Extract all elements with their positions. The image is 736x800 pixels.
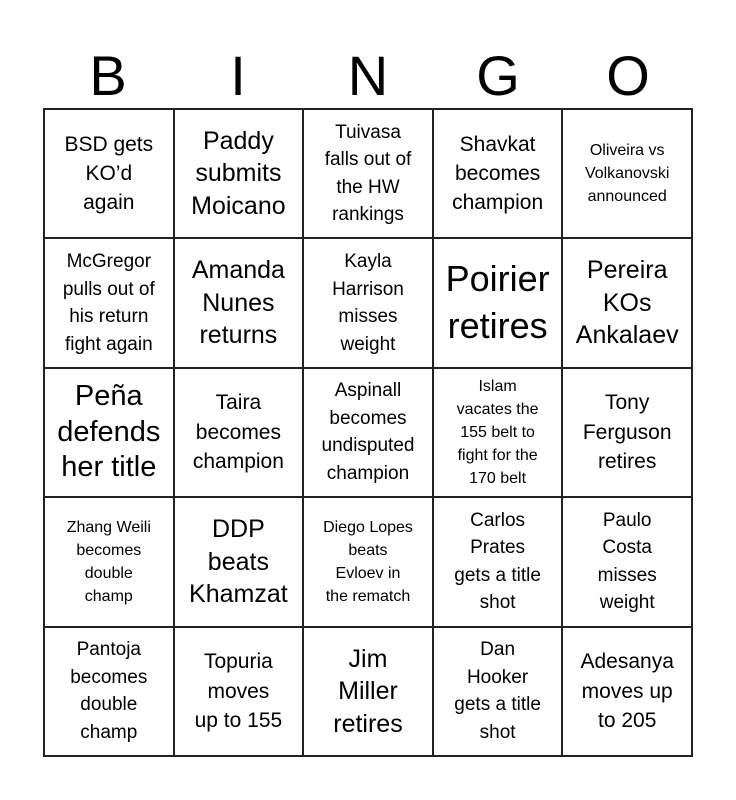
cell-text: Paddy submits Moicano xyxy=(191,126,286,220)
cell-text: Oliveira vs Volkanovski announced xyxy=(584,141,670,206)
cell-text: Diego Lopes beats Evloev in the rematch xyxy=(323,518,413,606)
bingo-cell-r5-c2[interactable] xyxy=(174,627,304,756)
bingo-cell-r1-c1[interactable] xyxy=(44,109,174,238)
bingo-cell-r1-c4[interactable] xyxy=(433,109,563,238)
bingo-cell-r2-c2[interactable] xyxy=(174,238,304,367)
cell-text: Carlos Prates gets a title shot xyxy=(454,509,541,614)
cell-text: Tony Ferguson retires xyxy=(582,391,672,474)
cell-text: Kayla Harrison misses weight xyxy=(332,251,404,355)
bingo-header xyxy=(43,44,693,108)
cell-text: Amanda Nunes returns xyxy=(191,256,285,350)
header-letter-n: N xyxy=(347,44,389,107)
cell-text: Paulo Costa misses weight xyxy=(597,509,657,614)
cell-text: McGregor pulls out of his return fight again xyxy=(62,251,155,355)
bingo-cell-r2-c5[interactable] xyxy=(562,238,692,367)
cell-text: Poirier retires xyxy=(445,258,550,347)
bingo-cell-r2-c3[interactable] xyxy=(303,238,433,367)
cell-text: Pantoja becomes double champ xyxy=(70,639,148,743)
cell-text: Aspinall becomes undisputed champion xyxy=(321,380,415,485)
bingo-cell-r5-c4[interactable] xyxy=(433,627,563,756)
header-letter-g: G xyxy=(476,44,520,107)
bingo-cell-r2-c1[interactable] xyxy=(44,238,174,367)
bingo-grid xyxy=(43,108,693,757)
header-letter-b: B xyxy=(89,44,127,107)
cell-text: Islam vacates the 155 belt to fight for the 170 belt xyxy=(456,377,539,488)
bingo-cell-r5-c1[interactable] xyxy=(44,627,174,756)
bingo-cell-r3-c2[interactable] xyxy=(174,368,304,497)
cell-text: Jim Miller retires xyxy=(333,644,403,738)
header-letter-i: I xyxy=(230,44,246,107)
bingo-cell-r3-c3[interactable] xyxy=(303,368,433,497)
bingo-cell-r2-c4[interactable] xyxy=(433,238,563,367)
bingo-cell-r5-c5[interactable] xyxy=(562,627,692,756)
cell-text: Dan Hooker gets a title shot xyxy=(454,639,541,743)
bingo-cell-r1-c2[interactable] xyxy=(174,109,304,238)
bingo-cell-r4-c5[interactable] xyxy=(562,497,692,626)
cell-text: Taira becomes champion xyxy=(192,391,284,474)
cell-text: Pereira KOs Ankalaev xyxy=(575,256,679,350)
bingo-cell-r5-c3[interactable] xyxy=(303,627,433,756)
bingo-cell-r4-c4[interactable] xyxy=(433,497,563,626)
cell-text: Tuivasa falls out of the HW rankings xyxy=(324,121,412,226)
cell-text: Topuria moves up to 155 xyxy=(194,650,283,732)
bingo-cell-r3-c4[interactable] xyxy=(433,368,563,497)
cell-text: Adesanya moves up to 205 xyxy=(580,650,674,732)
header-letter-o: O xyxy=(606,44,650,107)
bingo-cell-r4-c3[interactable] xyxy=(303,497,433,626)
bingo-cell-r1-c3[interactable] xyxy=(303,109,433,238)
bingo-cell-r3-c1[interactable] xyxy=(44,368,174,497)
cell-text: BSD gets KO’d again xyxy=(64,132,154,215)
cell-text: Peña defends her title xyxy=(57,380,161,484)
bingo-cell-r4-c1[interactable] xyxy=(44,497,174,626)
cell-text: DDP beats Khamzat xyxy=(189,515,288,609)
bingo-cell-r3-c5[interactable] xyxy=(562,368,692,497)
cell-text: Shavkat becomes champion xyxy=(452,132,544,215)
bingo-cell-r1-c5[interactable] xyxy=(562,109,692,238)
bingo-cell-r4-c2[interactable] xyxy=(174,497,304,626)
cell-text: Zhang Weili becomes double champ xyxy=(66,518,151,606)
